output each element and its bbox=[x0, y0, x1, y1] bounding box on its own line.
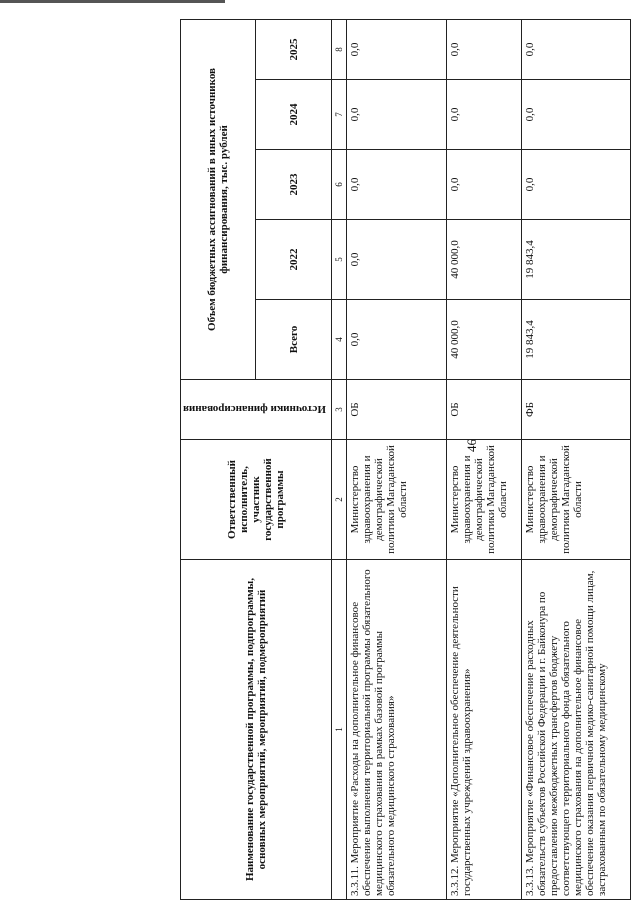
source-cell: ОБ bbox=[346, 380, 446, 440]
header-total: Всего bbox=[256, 300, 332, 380]
value-2024-cell: 0,0 bbox=[346, 80, 446, 150]
table-row bbox=[521, 19, 630, 899]
header-volume: Объем бюджетных ассигнований в иных источников финансирования, тыс. рублей bbox=[181, 19, 256, 379]
document-table-frame bbox=[180, 20, 608, 900]
header-year: 2023 bbox=[256, 150, 332, 220]
value-2025-cell: 0,0 bbox=[346, 19, 446, 79]
value-2022-cell: 19 843,4 bbox=[521, 220, 630, 300]
page-number: 46 bbox=[464, 439, 479, 452]
column-index: 1 bbox=[331, 560, 346, 900]
value-2024-cell: 0,0 bbox=[446, 80, 521, 150]
budget-table bbox=[180, 19, 631, 900]
source-cell: ОБ bbox=[446, 380, 521, 440]
header-source bbox=[181, 380, 332, 440]
total-cell: 0,0 bbox=[346, 300, 446, 380]
source-cell: ФБ bbox=[521, 380, 630, 440]
column-index: 8 bbox=[331, 19, 346, 79]
column-index: 5 bbox=[331, 220, 346, 300]
executor-cell: Министерство здравоохранения и демографической политики Магаданской области bbox=[446, 440, 521, 560]
value-2022-cell: 40 000,0 bbox=[446, 220, 521, 300]
column-index-row bbox=[331, 19, 346, 899]
column-index: 3 bbox=[331, 380, 346, 440]
value-2025-cell: 0,0 bbox=[446, 19, 521, 79]
column-index: 4 bbox=[331, 300, 346, 380]
header-executor: Ответственный исполнитель, участник государственной программы bbox=[181, 440, 332, 560]
header-year: 2022 bbox=[256, 220, 332, 300]
header-year: 2025 bbox=[256, 19, 332, 79]
measure-name: 3.3.13. Мероприятие «Финансовое обеспечение расходных обязательств субъектов Российской Федерации и г. Байконура по предоставлению межбюджетных трансфертов бюджету соответствующего территориального фонда обязательного медицинского страхования на дополнительное финансовое обеспечение оказания первичной медико-санитарной помощи лицам, застрахованным по обязательному медицинскому bbox=[521, 560, 630, 900]
executor-cell: Министерство здравоохранения и демографической политики Магаданской области bbox=[346, 440, 446, 560]
table-row bbox=[346, 19, 446, 899]
column-index: 6 bbox=[331, 150, 346, 220]
value-2025-cell: 0,0 bbox=[521, 19, 630, 79]
measure-name: 3.3.11. Мероприятие «Расходы на дополнительное финансовое обеспечение выполнения территориальной программы обязательного медицинского страхования в рамках базовой программы обязательного медицинского страхования» bbox=[346, 560, 446, 900]
value-2023-cell: 0,0 bbox=[346, 150, 446, 220]
scan-edge-line bbox=[0, 0, 225, 3]
header-year: 2024 bbox=[256, 80, 332, 150]
column-index: 7 bbox=[331, 80, 346, 150]
total-cell: 40 000,0 bbox=[446, 300, 521, 380]
executor-cell: Министерство здравоохранения и демографической политики Магаданской области bbox=[521, 440, 630, 560]
measure-name: 3.3.12. Мероприятие «Дополнительное обеспечение деятельности государственных учреждений здравоохранения» bbox=[446, 560, 521, 900]
total-cell: 19 843,4 bbox=[521, 300, 630, 380]
column-index: 2 bbox=[331, 440, 346, 560]
value-2023-cell: 0,0 bbox=[446, 150, 521, 220]
value-2023-cell: 0,0 bbox=[521, 150, 630, 220]
header-name: Наименование государственной программы, подпрограммы, основных мероприятий, мероприятий, подмероприятий bbox=[181, 560, 332, 900]
table-row bbox=[446, 19, 521, 899]
header-source-text: Источники финансирования bbox=[183, 403, 326, 416]
value-2022-cell: 0,0 bbox=[346, 220, 446, 300]
value-2024-cell: 0,0 bbox=[521, 80, 630, 150]
